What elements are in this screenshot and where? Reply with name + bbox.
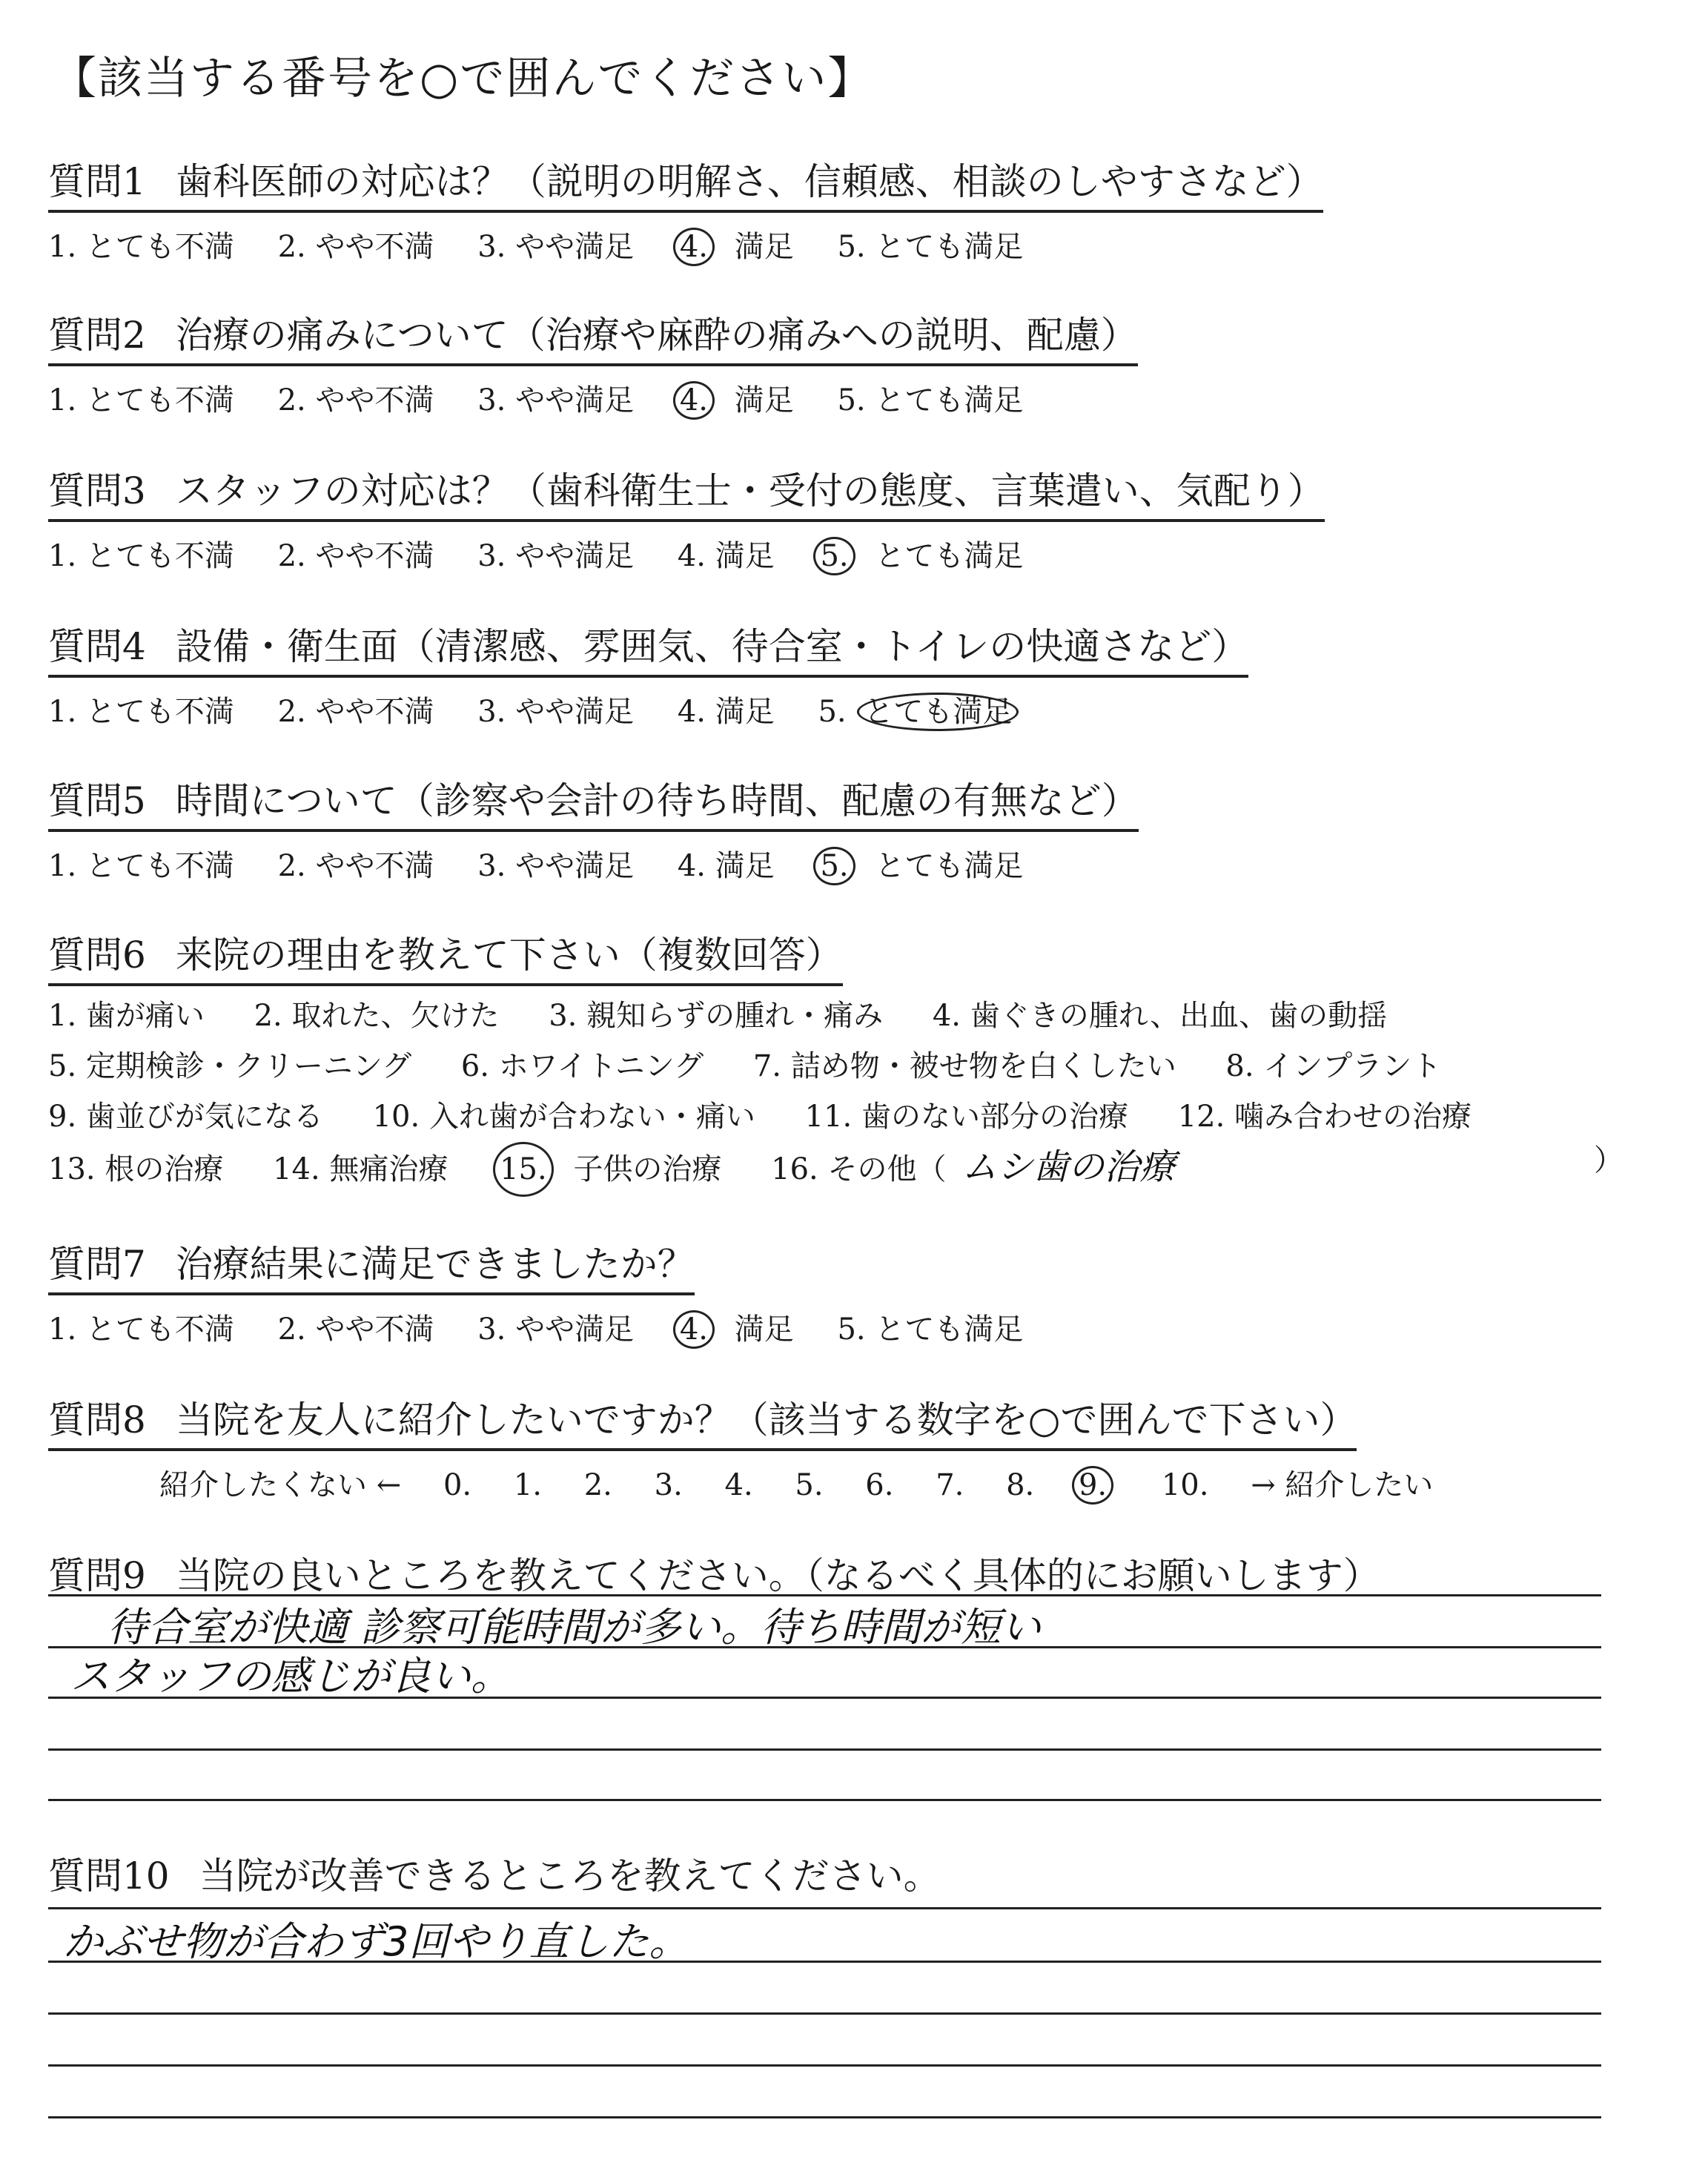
option-5-label: とても満足 <box>875 849 1024 883</box>
question-text: 治療の痛みについて（治療や麻酔の痛みへの説明、配慮） <box>175 314 1138 357</box>
option-4-circled[interactable]: 4. <box>673 1310 715 1349</box>
option-2[interactable]: 2. やや不満 <box>277 849 434 883</box>
option-1[interactable]: 1. とても不満 <box>48 849 234 883</box>
other-handwritten-answer: ムシ歯の治療 <box>961 1146 1176 1188</box>
answer-line <box>48 1748 1601 1751</box>
option-5-circled[interactable]: 5. <box>813 537 855 575</box>
recommend-scale <box>48 1462 1466 1504</box>
page-title: 【該当する番号を○で囲んでください】 <box>52 53 874 105</box>
option-3[interactable]: 3. やや満足 <box>477 383 635 417</box>
option-3[interactable]: 3. やや満足 <box>477 230 635 264</box>
option-3[interactable]: 3. やや満足 <box>477 849 635 883</box>
question-label: 質問10 <box>48 1855 170 1898</box>
reason-options <box>48 991 1512 1192</box>
option-5-label: とても満足 <box>875 539 1024 573</box>
option-2[interactable]: 2. やや不満 <box>277 539 434 573</box>
option-3[interactable]: 3. やや満足 <box>477 539 635 573</box>
option-4-label: 満足 <box>734 1312 794 1347</box>
reason-option[interactable]: 12. 噛み合わせの治療 <box>1177 1100 1472 1134</box>
option-2[interactable]: 2. やや不満 <box>277 1312 434 1347</box>
question-label: 質問7 <box>48 1243 146 1286</box>
question-text: 来院の理由を教えて下さい（複数回答） <box>175 934 843 977</box>
options-row <box>48 842 1139 885</box>
question-7 <box>48 1235 1057 1348</box>
scale-option[interactable]: 10. <box>1161 1468 1209 1502</box>
question-text: 当院が改善できるところを教えてください。 <box>199 1855 941 1898</box>
question-text: 治療結果に満足できましたか？ <box>175 1243 695 1286</box>
option-5[interactable]: 5. とても満足 <box>837 383 1024 417</box>
option-1[interactable]: 1. とても不満 <box>48 383 234 417</box>
reason-option[interactable]: 5. 定期検診・クリーニング <box>48 1049 412 1083</box>
reason-option[interactable]: 8. インプラント <box>1225 1049 1442 1083</box>
scale-left-label: 紹介したくない ← <box>159 1468 402 1502</box>
option-2[interactable]: 2. やや不満 <box>277 695 434 729</box>
scale-option[interactable]: 6. <box>865 1468 894 1502</box>
options-row <box>48 223 1323 265</box>
reason-option[interactable]: 14. 無痛治療 <box>273 1152 448 1186</box>
scale-option[interactable]: 2. <box>583 1468 612 1502</box>
reason-row <box>48 1142 1512 1192</box>
question-label: 質問1 <box>48 160 146 203</box>
question-label: 質問6 <box>48 934 146 977</box>
question-label: 質問5 <box>48 779 146 822</box>
reason-option[interactable]: 13. 根の治療 <box>48 1152 224 1186</box>
question-label: 質問9 <box>48 1554 146 1597</box>
option-4-circled[interactable]: 4. <box>673 381 715 420</box>
question-label: 質問4 <box>48 625 146 668</box>
question-5 <box>48 771 1139 885</box>
answer-line <box>48 2116 1601 2118</box>
question-text: スタッフの対応は？（歯科衛生士・受付の態度、言葉遣い、気配り） <box>175 469 1325 512</box>
question-1 <box>48 152 1323 265</box>
option-2[interactable]: 2. やや不満 <box>277 383 434 417</box>
scale-right-label: → 紹介したい <box>1251 1468 1434 1502</box>
scale-option[interactable]: 7. <box>936 1468 964 1502</box>
option-2[interactable]: 2. やや不満 <box>277 230 434 264</box>
option-4-label: 満足 <box>734 230 794 264</box>
question-text: 当院の良いところを教えてください。（なるべく具体的にお願いします） <box>175 1554 1380 1597</box>
question-9 <box>48 1546 1380 1599</box>
reason-option[interactable]: 6. ホワイトニング <box>460 1049 704 1083</box>
reason-option-15-label: 子供の治療 <box>573 1152 722 1186</box>
question-4 <box>48 617 1248 730</box>
scale-option-9-circled[interactable]: 9. <box>1072 1466 1113 1505</box>
question-10 <box>48 1846 941 1900</box>
options-row <box>48 688 1248 730</box>
reason-option-16[interactable]: 16. その他（ <box>771 1152 947 1186</box>
option-5[interactable]: 5. とても満足 <box>837 1312 1024 1347</box>
answer-line <box>48 1907 1601 1909</box>
question-text: 当院を友人に紹介したいですか？（該当する数字を○で囲んで下さい） <box>175 1398 1357 1441</box>
reason-option[interactable]: 3. 親知らずの腫れ・痛み <box>549 999 884 1033</box>
option-4[interactable]: 4. 満足 <box>677 849 775 883</box>
answer-line <box>48 2012 1601 2015</box>
reason-row <box>48 1091 1512 1142</box>
question-label: 質問3 <box>48 469 146 512</box>
option-5-circled[interactable]: 5. <box>813 847 855 885</box>
reason-option[interactable]: 1. 歯が痛い <box>48 999 205 1033</box>
other-close-paren: ） <box>1594 1143 1623 1178</box>
option-1[interactable]: 1. とても不満 <box>48 695 234 729</box>
question-6 <box>48 925 1623 1192</box>
reason-option[interactable]: 7. 詰め物・被せ物を白くしたい <box>752 1049 1176 1083</box>
scale-option[interactable]: 4. <box>724 1468 753 1502</box>
reason-option-15-circled[interactable]: 15. <box>493 1142 554 1197</box>
options-row <box>48 377 1138 419</box>
scale-option[interactable]: 1. <box>513 1468 543 1502</box>
option-3[interactable]: 3. やや満足 <box>477 1312 635 1347</box>
question-label: 質問8 <box>48 1398 146 1441</box>
question-2 <box>48 305 1138 419</box>
good-points-answer-area[interactable] <box>48 1594 1601 1817</box>
reason-option[interactable]: 10. 入れ歯が合わない・痛い <box>372 1100 755 1134</box>
option-4-label: 満足 <box>734 383 794 417</box>
scale-option[interactable]: 3. <box>654 1468 683 1502</box>
question-text: 設備・衛生面（清潔感、雰囲気、待合室・トイレの快適さなど） <box>175 625 1249 668</box>
option-1[interactable]: 1. とても不満 <box>48 230 234 264</box>
option-5[interactable]: 5. <box>818 695 847 729</box>
handwritten-answer-line: かぶせ物が合わず3回やり直した。 <box>63 1918 689 1965</box>
option-4[interactable]: 4. 満足 <box>677 695 775 729</box>
answer-line <box>48 1799 1601 1801</box>
answer-line <box>48 2064 1601 2067</box>
option-1[interactable]: 1. とても不満 <box>48 1312 234 1347</box>
options-row <box>48 532 1325 575</box>
question-text: 歯科医師の対応は？（説明の明解さ、信頼感、相談のしやすさなど） <box>175 160 1323 203</box>
option-3[interactable]: 3. やや満足 <box>477 695 635 729</box>
handwritten-answer-line: スタッフの感じが良い。 <box>70 1653 511 1700</box>
question-8 <box>48 1390 1466 1504</box>
option-4[interactable]: 4. 満足 <box>677 539 775 573</box>
reason-option[interactable]: 9. 歯並びが気になる <box>48 1100 323 1134</box>
improvement-answer-area[interactable] <box>48 1907 1601 2144</box>
reason-option[interactable]: 4. 歯ぐきの腫れ、出血、歯の動揺 <box>932 999 1388 1033</box>
reason-row <box>48 991 1512 1041</box>
reason-row <box>48 1041 1512 1091</box>
question-label: 質問2 <box>48 314 146 357</box>
question-3 <box>48 461 1325 575</box>
handwritten-answer-line: 待合室が快適 診察可能時間が多い。待ち時間が短い <box>107 1604 1042 1651</box>
option-1[interactable]: 1. とても不満 <box>48 539 234 573</box>
scale-option[interactable]: 0. <box>443 1468 472 1502</box>
reason-option[interactable]: 2. 取れた、欠けた <box>254 999 500 1033</box>
scale-option[interactable]: 5. <box>795 1468 824 1502</box>
options-row <box>48 1306 1057 1348</box>
scale-option[interactable]: 8. <box>1006 1468 1035 1502</box>
option-5-label-circled[interactable]: とても満足 <box>861 688 1014 730</box>
question-text: 時間について（診察や会計の待ち時間、配慮の有無など） <box>175 779 1139 822</box>
option-4-circled[interactable]: 4. <box>673 228 715 266</box>
option-5[interactable]: 5. とても満足 <box>837 230 1024 264</box>
reason-option[interactable]: 11. 歯のない部分の治療 <box>804 1100 1128 1134</box>
